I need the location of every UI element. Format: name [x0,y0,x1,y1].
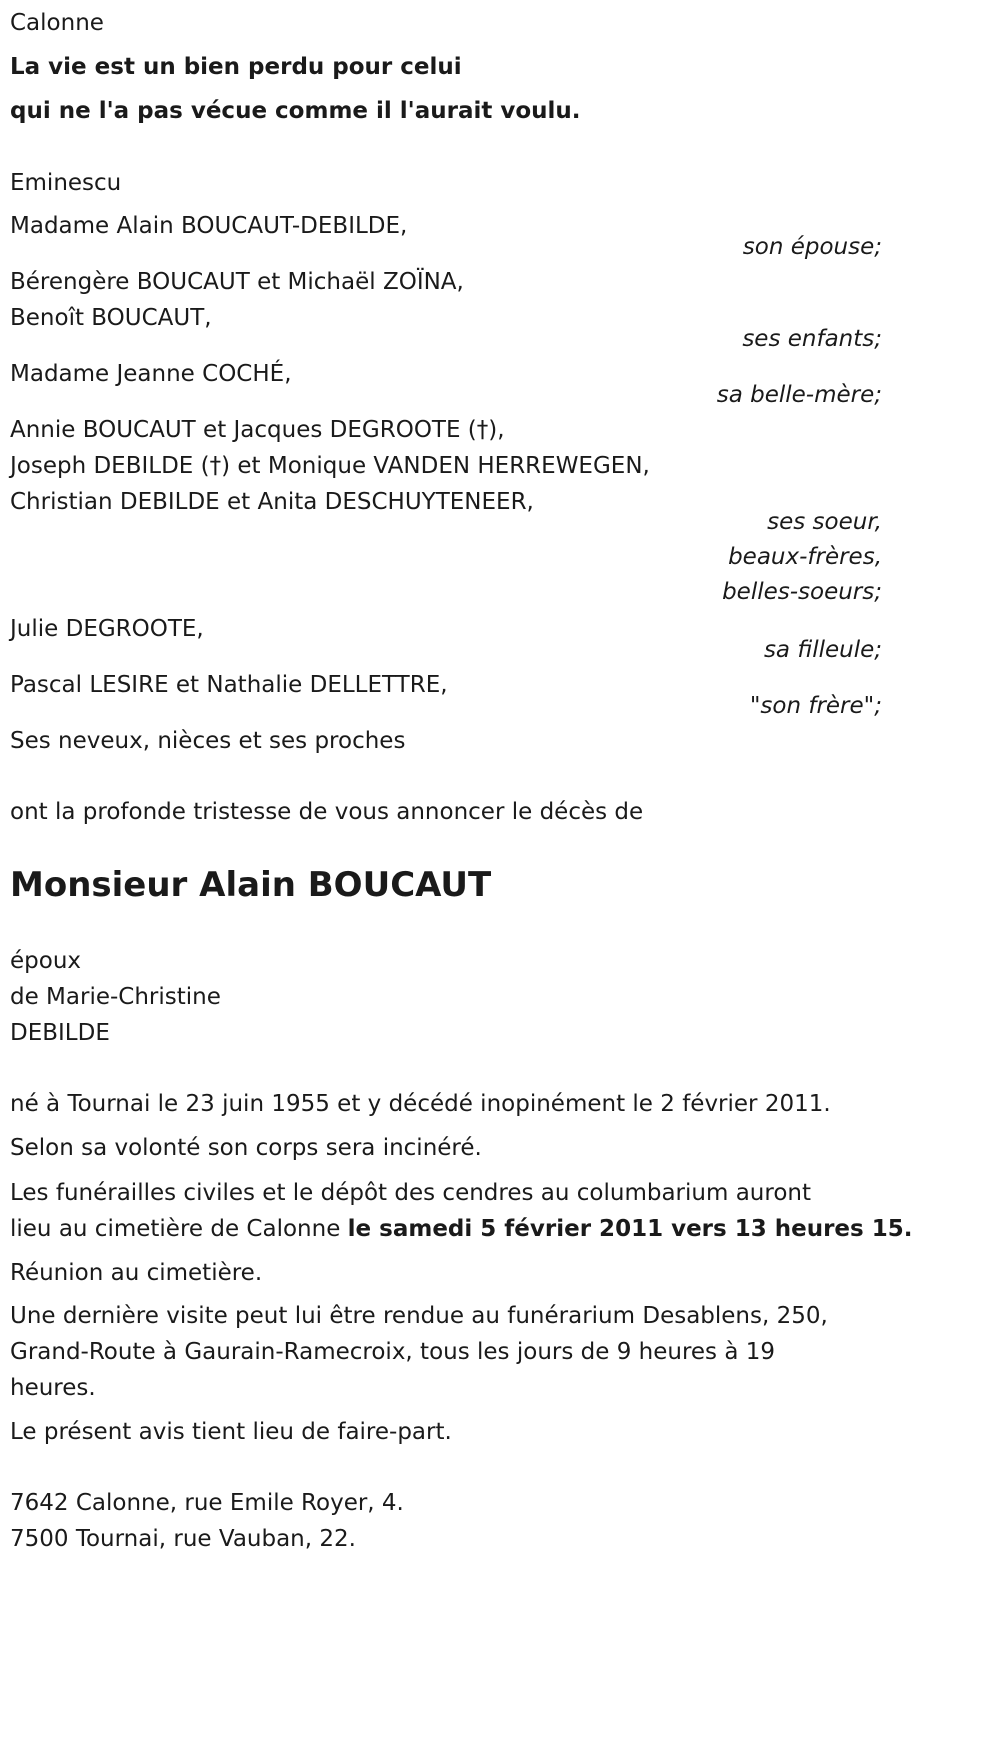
quote-line-1: La vie est un bien perdu pour celui [10,54,462,80]
family-relation: sa belle-mère; [716,382,882,408]
relatives-line: Ses neveux, nièces et ses proches [10,728,406,754]
funeral-line-1: Les funérailles civiles et le dépôt des cendres au columbarium auront [10,1180,811,1206]
notice-line: Le présent avis tient lieu de faire-part. [10,1419,452,1445]
visit-line-3: heures. [10,1375,96,1401]
family-relation: ses soeur, beaux-frères, belles-soeurs; [722,509,882,605]
announcement-line: ont la profonde tristesse de vous annoncer le décès de [10,799,644,825]
meeting-line: Réunion au cimetière. [10,1260,263,1286]
spouse-line-2: de Marie-Christine [10,984,221,1010]
family-name: Christian DEBILDE et Anita DESCHUYTENEER, [10,489,534,515]
family-name: Julie DEGROOTE, [10,616,204,642]
funeral-place-text: lieu au cimetière de Calonne [10,1216,348,1242]
cremation-line: Selon sa volonté son corps sera incinéré. [10,1135,482,1161]
family-name: Madame Jeanne COCHÉ, [10,361,292,387]
quote-author: Eminescu [10,170,122,196]
visit-line-1: Une dernière visite peut lui être rendue au funérarium Desablens, 250, [10,1303,828,1329]
family-name: Joseph DEBILDE (†) et Monique VANDEN HERREWEGEN, [10,453,650,479]
spouse-line-1: époux [10,948,82,974]
family-relation: ses enfants; [742,326,882,352]
place-name: Calonne [10,10,104,36]
family-name: Bérengère BOUCAUT et Michaël ZOÏNA, [10,269,464,295]
visit-line-2: Grand-Route à Gaurain-Ramecroix, tous les jours de 9 heures à 19 [10,1339,776,1365]
funeral-date-text: le samedi 5 février 2011 vers 13 heures 15. [347,1216,913,1242]
address-line: 7500 Tournai, rue Vauban, 22. [10,1526,356,1552]
family-relation: sa filleule; [763,637,882,663]
family-name: Annie BOUCAUT et Jacques DEGROOTE (†), [10,417,505,443]
birth-death-line: né à Tournai le 23 juin 1955 et y décédé inopinément le 2 février 2011. [10,1091,831,1117]
family-name: Pascal LESIRE et Nathalie DELLETTRE, [10,672,448,698]
address-line: 7642 Calonne, rue Emile Royer, 4. [10,1490,404,1516]
family-name: Madame Alain BOUCAUT-DEBILDE, [10,213,408,239]
deceased-name: Monsieur Alain BOUCAUT [10,865,492,905]
family-name: Benoît BOUCAUT, [10,305,212,331]
spouse-line-3: DEBILDE [10,1020,110,1046]
funeral-line-2 [10,1211,912,1247]
family-relation: son épouse; [742,234,882,260]
family-relation: "son frère"; [749,693,882,719]
quote-line-2: qui ne l'a pas vécue comme il l'aurait voulu. [10,98,581,124]
